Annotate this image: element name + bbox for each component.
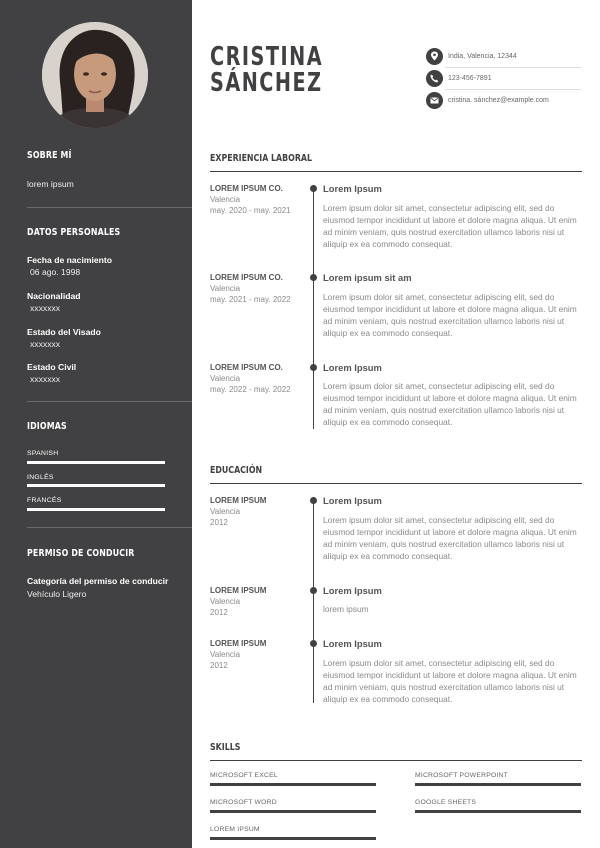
sidebar [0, 0, 192, 848]
skill-level-bar [415, 810, 581, 813]
skill-label: MICROSOFT POWERPOINT [415, 772, 508, 779]
employer-city: Valencia [210, 284, 241, 293]
job-description: Lorem ipsum dolor sit amet, consectetur adipiscing elit, sed do eiusmod tempor incididunt ut labore et dolore magna aliqua. Ut enim ad minim veniam, quis nostrud exercitation ullamco laboris nisi ut aliquip ex ea commodo consequat. [323, 203, 577, 249]
language-label: SPANISH [27, 450, 59, 457]
timeline-dot [310, 640, 317, 647]
timeline-line [313, 188, 314, 429]
timeline-dot [310, 587, 317, 594]
school-name: LOREM IPSUM [210, 496, 267, 505]
education-heading: EDUCACIÓN [210, 465, 263, 476]
visa-label: Estado del Visado [27, 327, 101, 337]
civil-status-label: Estado Civil [27, 362, 77, 372]
language-label: INGLÉS [27, 474, 54, 481]
skills-heading: SKILLS [210, 742, 241, 753]
degree-description: Lorem ipsum dolor sit amet, consectetur adipiscing elit, sed do eiusmod tempor incididunt ut labore et dolore magna aliqua. Ut enim ad minim veniam, quis nostrud exercitation ullamco laboris nisi ut aliquip ex ea commodo consequat. [323, 658, 577, 704]
nationality-value: xxxxxxx [30, 303, 61, 313]
school-name: LOREM IPSUM [210, 639, 267, 648]
profile-photo [42, 22, 148, 128]
employer-name: LOREM IPSUM CO. [210, 184, 283, 193]
about-text: lorem ipsum [27, 179, 74, 189]
license-label: Categoría del permiso de conducir [27, 576, 169, 586]
divider [27, 401, 192, 402]
skill-label: MICROSOFT WORD [210, 799, 277, 806]
skill-level-bar [210, 810, 376, 813]
languages-heading: IDIOMAS [27, 421, 67, 432]
school-city: Valencia [210, 507, 241, 516]
school-city: Valencia [210, 597, 241, 606]
phone-icon [426, 70, 443, 87]
timeline-dot [310, 364, 317, 371]
divider [445, 67, 581, 68]
job-title: Lorem Ipsum [323, 183, 382, 194]
section-divider [210, 760, 582, 761]
skill-label: GOOGLE SHEETS [415, 799, 477, 806]
license-value: Vehículo Ligero [27, 589, 87, 599]
address-text: India, Valencia, 12344 [448, 52, 517, 60]
first-name: CRISTINA [210, 42, 324, 72]
birthdate-value: 06 ago. 1998 [30, 267, 81, 277]
phone-text: 123-456-7891 [448, 74, 492, 82]
section-divider [210, 171, 582, 172]
experience-heading: EXPERIENCIA LABORAL [210, 153, 313, 164]
full-name [210, 44, 323, 96]
job-title: Lorem ipsum sit am [323, 272, 412, 283]
graduation-year: 2012 [210, 608, 228, 617]
personal-heading: DATOS PERSONALES [27, 227, 121, 238]
about-heading: SOBRE MÍ [27, 150, 72, 161]
job-description: Lorem ipsum dolor sit amet, consectetur adipiscing elit, sed do eiusmod tempor incididunt ut labore et dolore magna aliqua. Ut enim ad minim veniam, quis nostrud exercitation ullamco laboris nisi ut aliquip ex ea commodo consequat. [323, 292, 577, 338]
degree-description: lorem ipsum [323, 604, 369, 614]
school-name: LOREM IPSUM [210, 586, 267, 595]
graduation-year: 2012 [210, 518, 228, 527]
timeline-dot [310, 274, 317, 281]
timeline-line [313, 500, 314, 703]
divider [27, 527, 192, 528]
visa-value: xxxxxxx [30, 339, 61, 349]
degree-description: Lorem ipsum dolor sit amet, consectetur adipiscing elit, sed do eiusmod tempor incididunt ut labore et dolore magna aliqua. Ut enim ad minim veniam, quis nostrud exercitation ullamco laboris nisi ut aliquip ex ea commodo consequat. [323, 515, 577, 561]
degree-title: Lorem Ipsum [323, 495, 382, 506]
graduation-year: 2012 [210, 661, 228, 670]
civil-status-value: xxxxxxx [30, 374, 61, 384]
school-city: Valencia [210, 650, 241, 659]
email-text: cristina. sánchez@example.com [448, 96, 549, 104]
skill-label: MICROSOFT EXCEL [210, 772, 278, 779]
skill-level-bar [415, 783, 581, 786]
employer-city: Valencia [210, 195, 241, 204]
degree-title: Lorem Ipsum [323, 585, 382, 596]
skill-level-bar [210, 837, 376, 840]
skill-level-bar [210, 783, 376, 786]
language-level-bar [27, 461, 165, 464]
divider [27, 207, 192, 208]
employer-name: LOREM IPSUM CO. [210, 273, 283, 282]
degree-title: Lorem Ipsum [323, 638, 382, 649]
employer-name: LOREM IPSUM CO. [210, 363, 283, 372]
employer-city: Valencia [210, 374, 241, 383]
language-label: FRANCÉS [27, 497, 62, 504]
divider [445, 89, 581, 90]
employment-dates: may. 2021 - may. 2022 [210, 295, 291, 304]
job-title: Lorem Ipsum [323, 362, 382, 373]
language-level-bar [27, 484, 165, 487]
license-heading: PERMISO DE CONDUCIR [27, 548, 135, 559]
contact-address [426, 47, 517, 65]
contact-email [426, 91, 549, 109]
last-name: SÁNCHEZ [210, 68, 323, 98]
contact-phone [426, 69, 492, 87]
nationality-label: Nacionalidad [27, 291, 81, 301]
employment-dates: may. 2020 - may. 2021 [210, 206, 291, 215]
location-pin-icon [426, 48, 443, 65]
skill-label: LOREM IPSUM [210, 826, 260, 833]
section-divider [210, 483, 582, 484]
timeline-dot [310, 185, 317, 192]
job-description: Lorem ipsum dolor sit amet, consectetur adipiscing elit, sed do eiusmod tempor incididunt ut labore et dolore magna aliqua. Ut enim ad minim veniam, quis nostrud exercitation ullamco laboris nisi ut aliquip ex ea commodo consequat. [323, 381, 577, 427]
timeline-dot [310, 497, 317, 504]
email-icon [426, 92, 443, 109]
employment-dates: may. 2022 - may. 2022 [210, 385, 291, 394]
language-level-bar [27, 508, 165, 511]
birthdate-label: Fecha de nacimiento [27, 255, 113, 265]
